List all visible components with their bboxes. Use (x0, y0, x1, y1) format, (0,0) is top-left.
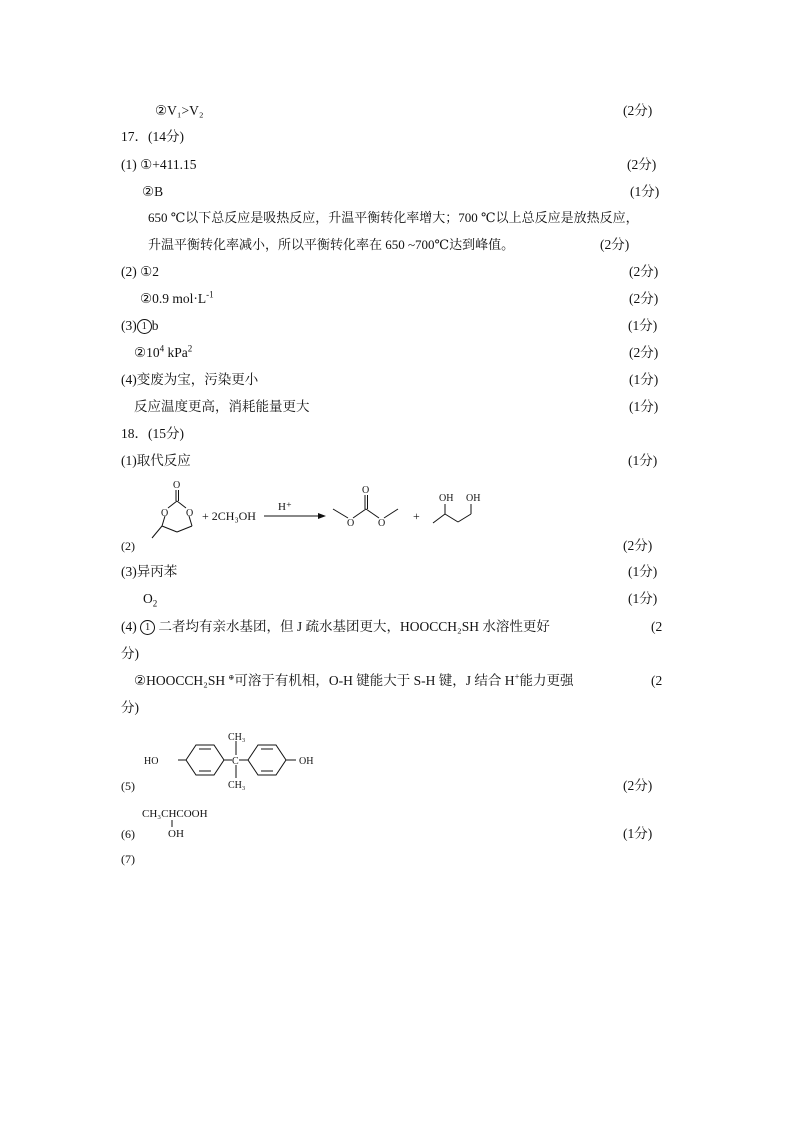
score-continued: 分) (121, 700, 139, 715)
hydroxyl-label: OH (439, 493, 454, 504)
methanol-reagent: + 2CH₃OH (202, 509, 256, 523)
circled-number: 1 (140, 620, 155, 635)
explanation-line-1: 650 ℃以下总反应是吸热反应，升温平衡转化率增大；700 ℃以上总反应是放热反应， (148, 210, 639, 225)
score: (2 (651, 673, 663, 688)
answer-17-3-1: (3) 1 b (121, 318, 159, 333)
circled-number: 1 (137, 319, 152, 334)
answer-17-4-1: (4)变废为宝，污染更小 (121, 372, 259, 387)
answer-17-3-2: $②10^4$ kPa$^2$ (134, 343, 193, 360)
answer-18-3-2: $O_2$ (143, 591, 158, 609)
methyl-label: CH₃ (228, 780, 246, 791)
hydroxyl-label: OH (168, 828, 184, 840)
reaction-scheme (140, 476, 500, 546)
score: (2分) (623, 778, 653, 793)
score: (2分) (623, 538, 653, 553)
score: (1分) (628, 591, 658, 606)
score: (2分) (629, 291, 659, 306)
answer-18-2: (2) (121, 539, 135, 553)
quaternary-carbon-label: C (232, 756, 239, 767)
score: (1分) (628, 453, 658, 468)
answer-18-4-2: ②HOOCCH₂SH ⊕可溶于有机相，O-H 键能大于 S-H 键，J 结合 H+能力更强 (134, 671, 574, 688)
answer-18-5: (5) (121, 779, 135, 793)
score: (1分) (629, 372, 659, 387)
lactic-acid-structure (140, 802, 240, 842)
answer-17-1-2: ②B (142, 184, 164, 199)
score: (1分) (628, 318, 658, 333)
bisphenol-a-structure (140, 728, 340, 792)
score: (2分) (600, 237, 630, 252)
answer-17-1-1: (1) ①+411.15 (121, 157, 197, 172)
ring-oxygen-label: O (161, 508, 169, 519)
acid-catalyst-label: H⁺ (278, 501, 292, 513)
carbonyl-oxygen-label: O (173, 480, 181, 491)
hydroxyl-label: OH (466, 493, 481, 504)
score: (2分) (629, 345, 659, 360)
hydroxyl-label: HO (144, 756, 159, 767)
score: (2分) (627, 157, 657, 172)
question-18-heading: 18．(15分) (121, 426, 184, 441)
explanation-line-2: 升温平衡转化率减小，所以平衡转化率在 650 ~700℃达到峰值。 (148, 237, 515, 252)
answer-v1-v2: ②V₁>V₂ (155, 103, 204, 118)
question-17-heading: 17．(14分) (121, 129, 184, 144)
answer-17-2-1: (2) ①2 (121, 264, 159, 279)
carbonyl-oxygen-label: O (362, 485, 370, 496)
answer-18-1: (1)取代反应 (121, 453, 191, 468)
answer-18-3-1: (3)异丙苯 (121, 564, 178, 579)
score: (1分) (629, 399, 659, 414)
ester-oxygen-label: O (378, 518, 386, 529)
answer-17-4-2: 反应温度更高，消耗能量更大 (134, 399, 310, 414)
lactic-acid-chain: CH₃CHCOOH (142, 808, 208, 820)
answer-18-7: (7) (121, 852, 135, 866)
answer-18-4-1: (4) 1 二者均有亲水基团，但 J 疏水基团更大，HOOCCH₂SH 水溶性更好 (121, 619, 550, 634)
score: (1分) (628, 564, 658, 579)
score: (2分) (623, 103, 653, 118)
hydroxyl-label: OH (299, 756, 314, 767)
methyl-label: CH₃ (228, 732, 246, 743)
ring-oxygen-label: O (186, 508, 194, 519)
score: (2分) (629, 264, 659, 279)
score-continued: 分) (121, 646, 139, 661)
score: (1分) (623, 826, 653, 841)
answer-17-2-2: ②0.9 $mol\cdot L^{-1}$ (140, 289, 214, 306)
answer-18-6: (6) (121, 827, 135, 841)
score: (1分) (630, 184, 660, 199)
ester-oxygen-label: O (347, 518, 355, 529)
score: (2 (651, 619, 663, 634)
plus-sign: + (413, 509, 420, 523)
